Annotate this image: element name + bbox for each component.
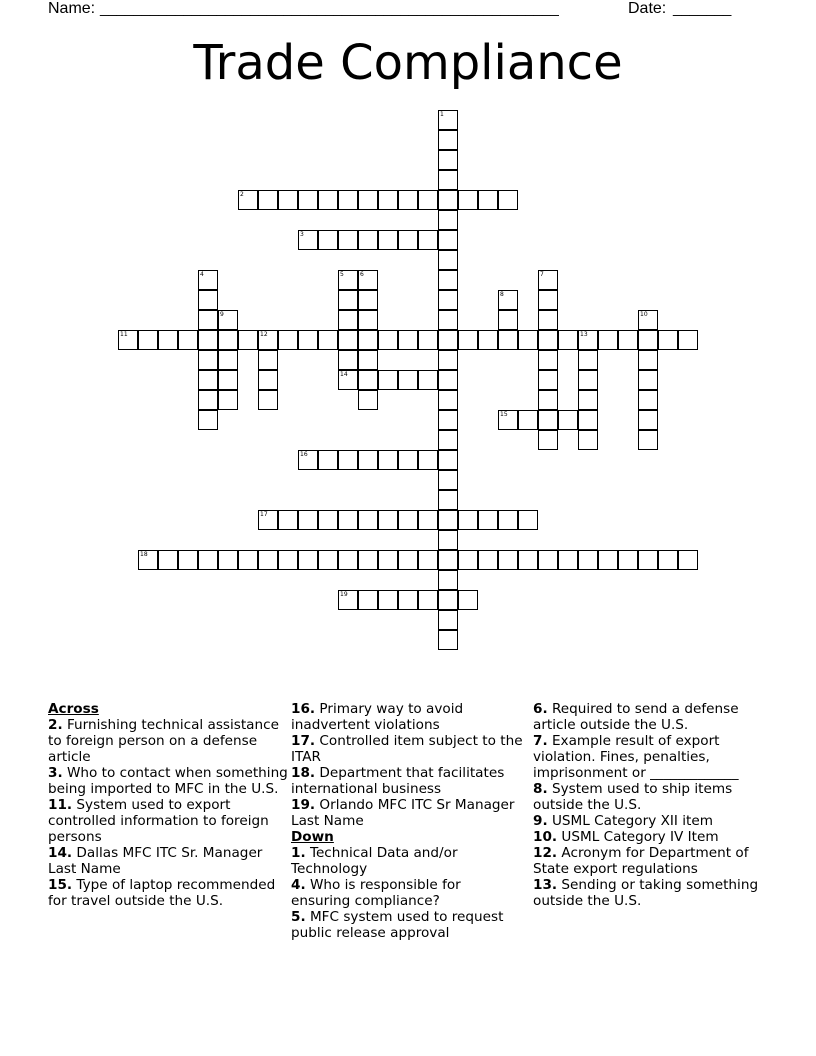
grid-cell[interactable] [338,270,358,290]
grid-cell[interactable] [338,550,358,570]
grid-cell[interactable] [458,330,478,350]
grid-cell[interactable] [358,190,378,210]
clue-number: 15 [500,411,508,418]
clue-number: 13 [580,331,588,338]
grid-cell[interactable] [158,330,178,350]
grid-cell[interactable] [638,350,658,370]
grid-cell[interactable] [258,510,278,530]
grid-cell[interactable] [638,330,658,350]
grid-cell[interactable] [218,330,238,350]
grid-cell[interactable] [198,410,218,430]
grid-cell[interactable] [198,390,218,410]
grid-cell[interactable] [638,430,658,450]
grid-cell[interactable] [438,350,458,370]
grid-cell[interactable] [218,350,238,370]
clue-number: 10 [640,311,648,318]
grid-cell[interactable] [378,590,398,610]
clue-down-1: 1. Technical Data and/or Technology [291,845,458,877]
clue-number: 7 [540,271,544,278]
grid-cell[interactable] [578,550,598,570]
grid-cell[interactable] [238,190,258,210]
clue-across-11: 11. System used to export controlled information to foreign persons [48,797,269,845]
grid-cell[interactable] [498,310,518,330]
grid-cell[interactable] [418,370,438,390]
grid-cell[interactable] [538,350,558,370]
grid-cell[interactable] [358,450,378,470]
clue-number: 16 [300,451,308,458]
clue-down-8: 8. System used to ship items outside the U.S. [533,781,733,813]
grid-cell[interactable] [478,510,498,530]
grid-cell[interactable] [458,510,478,530]
grid-cell[interactable] [198,550,218,570]
grid-cell[interactable] [438,170,458,190]
grid-cell[interactable] [358,230,378,250]
grid-cell[interactable] [478,330,498,350]
grid-cell[interactable] [338,290,358,310]
grid-cell[interactable] [218,390,238,410]
grid-cell[interactable] [578,410,598,430]
clue-across-2: 2. Furnishing technical assistance to foreign person on a defense article [48,717,279,765]
grid-cell[interactable] [478,190,498,210]
grid-cell[interactable] [258,370,278,390]
grid-cell[interactable] [138,330,158,350]
grid-cell[interactable] [578,390,598,410]
grid-cell[interactable] [298,450,318,470]
grid-cell[interactable] [338,330,358,350]
grid-cell[interactable] [498,550,518,570]
grid-cell[interactable] [198,350,218,370]
grid-cell[interactable] [558,550,578,570]
grid-cell[interactable] [438,130,458,150]
clue-number: 11 [120,331,128,338]
grid-cell[interactable] [558,330,578,350]
grid-cell[interactable] [478,550,498,570]
clue-down-7: 7. Example result of export violation. Fines, penalties, imprisonment or _____________ [533,733,739,781]
grid-cell[interactable] [418,450,438,470]
grid-cell[interactable] [578,430,598,450]
name-label: Name: [48,0,96,17]
grid-cell[interactable] [538,270,558,290]
grid-cell[interactable] [538,310,558,330]
grid-cell[interactable] [338,350,358,370]
grid-cell[interactable] [198,270,218,290]
grid-cell[interactable] [558,410,578,430]
grid-cell[interactable] [438,270,458,290]
clue-down-9: 9. USML Category XII item [533,813,713,829]
grid-cell[interactable] [258,330,278,350]
grid-cell[interactable] [538,290,558,310]
grid-cell[interactable] [398,230,418,250]
grid-cell[interactable] [298,230,318,250]
grid-cell[interactable] [418,330,438,350]
grid-cell[interactable] [398,590,418,610]
grid-cell[interactable] [218,310,238,330]
grid-cell[interactable] [178,330,198,350]
grid-cell[interactable] [298,550,318,570]
grid-cell[interactable] [438,250,458,270]
grid-cell[interactable] [198,310,218,330]
grid-cell[interactable] [438,570,458,590]
grid-cell[interactable] [418,510,438,530]
grid-cell[interactable] [218,370,238,390]
grid-cell[interactable] [638,410,658,430]
grid-cell[interactable] [318,230,338,250]
grid-cell[interactable] [338,590,358,610]
grid-cell[interactable] [358,550,378,570]
grid-cell[interactable] [438,150,458,170]
grid-cell[interactable] [398,510,418,530]
grid-cell[interactable] [318,190,338,210]
grid-cell[interactable] [518,510,538,530]
grid-cell[interactable] [598,330,618,350]
grid-cell[interactable] [338,450,358,470]
grid-cell[interactable] [358,350,378,370]
grid-cell[interactable] [358,370,378,390]
grid-cell[interactable] [498,330,518,350]
grid-cell[interactable] [378,450,398,470]
grid-cell[interactable] [178,550,198,570]
grid-cell[interactable] [318,550,338,570]
grid-cell[interactable] [538,390,558,410]
clue-number: 5 [340,271,344,278]
clue-across-3: 3. Who to contact when something being imported to MFC in the U.S. [48,765,288,797]
grid-cell[interactable] [638,390,658,410]
grid-cell[interactable] [538,370,558,390]
clue-down-12: 12. Acronym for Department of State export regulations [533,845,749,877]
grid-cell[interactable] [258,190,278,210]
grid-cell[interactable] [338,310,358,330]
grid-cell[interactable] [438,110,458,130]
clues-column-1 [48,701,288,909]
clue-number: 6 [360,271,364,278]
clue-across-18: 18. Department that facilitates international business [291,765,505,797]
grid-cell[interactable] [298,330,318,350]
down-heading: Down [291,829,334,845]
grid-cell[interactable] [238,330,258,350]
grid-cell[interactable] [318,450,338,470]
grid-cell[interactable] [358,270,378,290]
grid-cell[interactable] [498,290,518,310]
grid-cell[interactable] [438,490,458,510]
grid-cell[interactable] [638,550,658,570]
clue-number: 8 [500,291,504,298]
grid-cell[interactable] [538,550,558,570]
grid-cell[interactable] [338,510,358,530]
grid-cell[interactable] [118,330,138,350]
grid-cell[interactable] [418,550,438,570]
clue-number: 4 [200,271,204,278]
grid-cell[interactable] [678,550,698,570]
grid-cell[interactable] [658,550,678,570]
clue-across-17: 17. Controlled item subject to the ITAR [291,733,523,765]
grid-cell[interactable] [438,590,458,610]
grid-cell[interactable] [438,550,458,570]
grid-cell[interactable] [438,470,458,490]
grid-cell[interactable] [578,370,598,390]
grid-cell[interactable] [618,330,638,350]
grid-cell[interactable] [638,370,658,390]
grid-cell[interactable] [298,510,318,530]
grid-cell[interactable] [418,590,438,610]
grid-cell[interactable] [458,550,478,570]
grid-cell[interactable] [198,330,218,350]
clue-down-6: 6. Required to send a defense article outside the U.S. [533,701,739,733]
grid-cell[interactable] [438,190,458,210]
grid-cell[interactable] [538,410,558,430]
grid-cell[interactable] [678,330,698,350]
grid-cell[interactable] [438,410,458,430]
grid-cell[interactable] [278,190,298,210]
grid-cell[interactable] [358,290,378,310]
grid-cell[interactable] [378,190,398,210]
grid-cell[interactable] [278,550,298,570]
grid-cell[interactable] [638,310,658,330]
grid-cell[interactable] [238,550,258,570]
grid-cell[interactable] [438,390,458,410]
clue-across-15: 15. Type of laptop recommended for travel outside the U.S. [48,877,276,909]
grid-cell[interactable] [458,190,478,210]
grid-cell[interactable] [518,550,538,570]
grid-cell[interactable] [358,510,378,530]
clue-down-10: 10. USML Category IV Item [533,829,719,845]
grid-cell[interactable] [338,230,358,250]
grid-cell[interactable] [298,190,318,210]
name-line[interactable]: _______________________________________________________ [100,0,559,17]
grid-cell[interactable] [318,510,338,530]
grid-cell[interactable] [218,550,238,570]
clue-across-19: 19. Orlando MFC ITC Sr Manager Last Name [291,797,515,829]
grid-cell[interactable] [198,290,218,310]
grid-cell[interactable] [438,430,458,450]
grid-cell[interactable] [538,330,558,350]
clue-number: 14 [340,371,348,378]
grid-cell[interactable] [138,550,158,570]
clue-down-4: 4. Who is responsible for ensuring compliance? [291,877,461,909]
grid-cell[interactable] [198,370,218,390]
grid-cell[interactable] [458,590,478,610]
grid-cell[interactable] [378,510,398,530]
grid-cell[interactable] [438,630,458,650]
clue-number: 12 [260,331,268,338]
clue-down-13: 13. Sending or taking something outside the U.S. [533,877,759,909]
grid-cell[interactable] [498,410,518,430]
grid-cell[interactable] [438,330,458,350]
grid-cell[interactable] [538,430,558,450]
grid-cell[interactable] [398,330,418,350]
grid-cell[interactable] [518,410,538,430]
clue-number: 1 [440,111,444,118]
grid-cell[interactable] [418,190,438,210]
clues-column-3 [533,701,773,909]
grid-cell[interactable] [438,310,458,330]
grid-cell[interactable] [258,390,278,410]
clues-column-2 [291,701,523,941]
grid-cell[interactable] [358,330,378,350]
across-heading: Across [48,701,99,717]
clue-number: 3 [300,231,304,238]
grid-cell[interactable] [438,370,458,390]
grid-cell[interactable] [598,550,618,570]
date-line[interactable]: _______ [673,0,732,17]
grid-cell[interactable] [658,330,678,350]
grid-cell[interactable] [398,190,418,210]
grid-cell[interactable] [418,230,438,250]
grid-cell[interactable] [338,190,358,210]
grid-cell[interactable] [378,330,398,350]
grid-cell[interactable] [258,350,278,370]
grid-cell[interactable] [438,230,458,250]
grid-cell[interactable] [358,390,378,410]
grid-cell[interactable] [438,450,458,470]
grid-cell[interactable] [278,330,298,350]
clue-number: 19 [340,591,348,598]
grid-cell[interactable] [438,210,458,230]
grid-cell[interactable] [258,550,278,570]
clue-down-5: 5. MFC system used to request public release approval [291,909,504,941]
grid-cell[interactable] [358,310,378,330]
grid-cell[interactable] [438,530,458,550]
clue-number: 2 [240,191,244,198]
grid-cell[interactable] [158,550,178,570]
grid-cell[interactable] [378,550,398,570]
grid-cell[interactable] [398,370,418,390]
grid-cell[interactable] [438,290,458,310]
grid-cell[interactable] [338,370,358,390]
grid-cell[interactable] [578,350,598,370]
clue-across-14: 14. Dallas MFC ITC Sr. Manager Last Name [48,845,263,877]
grid-cell[interactable] [318,330,338,350]
grid-cell[interactable] [498,190,518,210]
grid-cell[interactable] [518,330,538,350]
clue-number: 9 [220,311,224,318]
clue-across-16: 16. Primary way to avoid inadvertent violations [291,701,464,733]
grid-cell[interactable] [618,550,638,570]
grid-cell[interactable] [438,610,458,630]
grid-cell[interactable] [398,550,418,570]
page-title: Trade Compliance [193,35,623,91]
grid-cell[interactable] [498,510,518,530]
clue-number: 17 [260,511,268,518]
date-label: Date: [628,0,667,17]
grid-cell[interactable] [278,510,298,530]
grid-cell[interactable] [398,450,418,470]
grid-cell[interactable] [378,230,398,250]
grid-cell[interactable] [378,370,398,390]
grid-cell[interactable] [358,590,378,610]
grid-cell[interactable] [578,330,598,350]
grid-cell[interactable] [438,510,458,530]
clue-number: 18 [140,551,148,558]
